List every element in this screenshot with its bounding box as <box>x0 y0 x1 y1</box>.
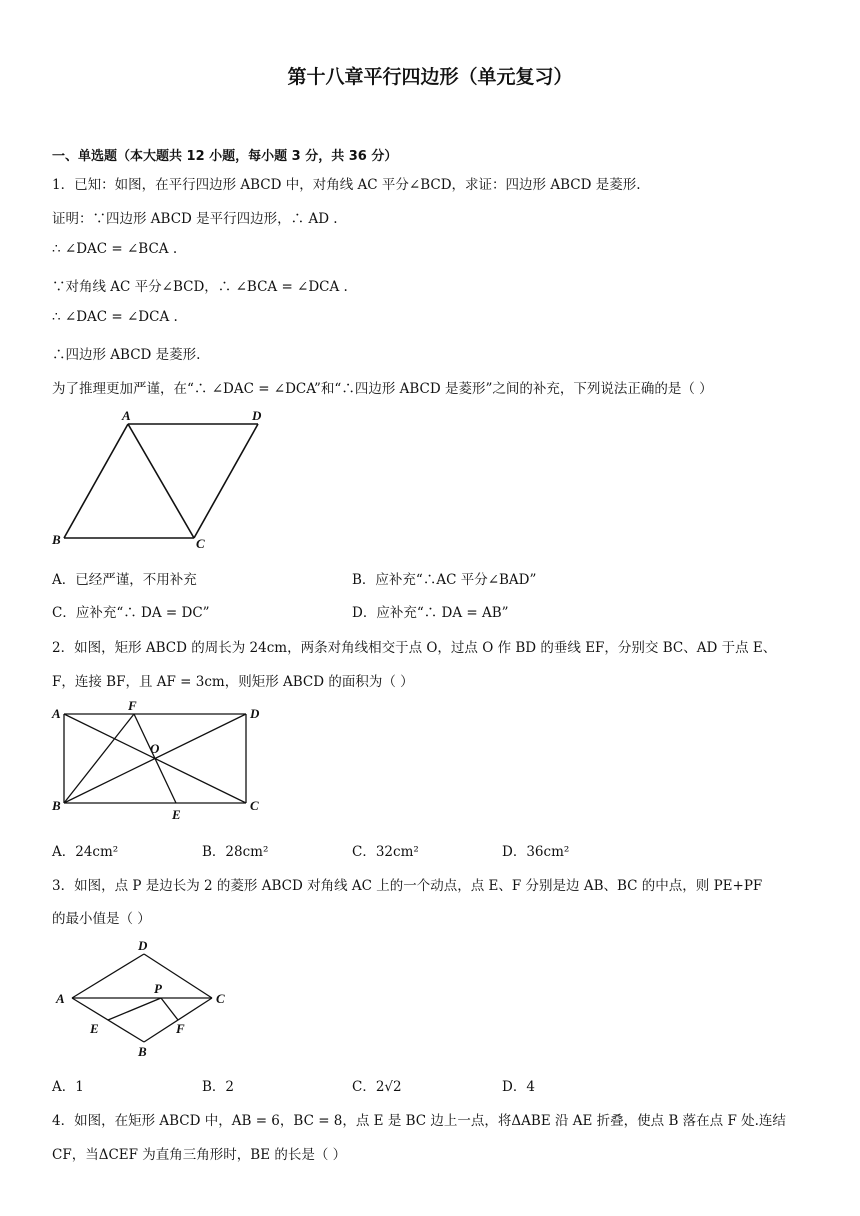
q1-option-d: D．应补充“∴ DA = AB” <box>352 605 509 621</box>
q1-proof-line-2: ∴ ∠DAC = ∠BCA . <box>52 241 178 257</box>
q1-label-a: A <box>122 408 131 423</box>
q3-option-a: A．1 <box>52 1079 84 1095</box>
q1-label-d: D <box>252 408 262 423</box>
q3-option-c: C．2√2 <box>352 1079 402 1095</box>
q3-label-f: F <box>176 1021 185 1036</box>
q3-stem-line-2: 的最小值是（ ） <box>52 911 151 927</box>
q1-proof-line-3: ∵对角线 AC 平分∠BCD，∴ ∠BCA = ∠DCA . <box>52 279 348 295</box>
q1-proof-line-4: ∴ ∠DAC = ∠DCA . <box>52 309 178 325</box>
q1-proof-line-5: ∴四边形 ABCD 是菱形. <box>52 347 201 363</box>
q1-option-c: C．应补充“∴ DA = DC” <box>52 605 210 621</box>
q4-stem-line-2: CF，当ΔCEF 为直角三角形时，BE 的长是（ ） <box>52 1147 347 1163</box>
q3-option-b: B．2 <box>202 1079 235 1095</box>
q2-stem-line-1: 2．如图，矩形 ABCD 的周长为 24cm，两条对角线相交于点 O，过点 O 作 BD 的垂线 EF，分别交 BC、AD 于点 E、 <box>52 640 777 656</box>
q3-option-d: D．4 <box>502 1079 535 1095</box>
q3-label-d: D <box>138 938 148 953</box>
q2-label-o: O <box>150 741 160 756</box>
q2-label-a: A <box>52 706 61 721</box>
q2-option-c: C．32cm² <box>352 844 419 860</box>
q1-proof-line-1: 证明：∵四边形 ABCD 是平行四边形，∴ AD . <box>52 211 338 227</box>
q1-stem: 1．已知：如图，在平行四边形 ABCD 中，对角线 AC 平分∠BCD，求证：四边形 ABCD 是菱形. <box>52 177 641 193</box>
section-heading: 一、单选题（本大题共 12 小题，每小题 3 分，共 36 分） <box>52 149 398 164</box>
q1-label-b: B <box>52 532 61 547</box>
q2-label-d: D <box>250 706 260 721</box>
page-title: 第十八章平行四边形（单元复习） <box>287 66 573 88</box>
q4-stem-line-1: 4．如图，在矩形 ABCD 中，AB = 6，BC = 8，点 E 是 BC 边上一点，将ΔABE 沿 AE 折叠，使点 B 落在点 F 处.连结 <box>52 1113 786 1129</box>
q1-rhombus-figure <box>40 400 280 560</box>
q1-option-a: A．已经严谨，不用补充 <box>52 572 197 588</box>
q1-option-b: B．应补充“∴AC 平分∠BAD” <box>352 572 537 588</box>
q2-option-a: A．24cm² <box>52 844 119 860</box>
q3-label-a: A <box>56 991 65 1006</box>
q2-rectangle-figure <box>40 696 280 826</box>
q2-label-b: B <box>52 798 61 813</box>
q3-label-e: E <box>90 1021 99 1036</box>
q2-label-f: F <box>128 698 137 713</box>
q1-label-c: C <box>196 536 205 551</box>
q1-question: 为了推理更加严谨，在“∴ ∠DAC = ∠DCA”和“∴四边形 ABCD 是菱形”之间的补充，下列说法正确的是（ ） <box>52 381 713 397</box>
q2-option-d: D．36cm² <box>502 844 570 860</box>
q3-label-c: C <box>216 991 225 1006</box>
q2-stem-line-2: F，连接 BF，且 AF = 3cm，则矩形 ABCD 的面积为（ ） <box>52 674 414 690</box>
q2-option-b: B．28cm² <box>202 844 269 860</box>
q3-label-p: P <box>154 981 162 996</box>
q3-rhombus-figure <box>40 932 250 1062</box>
q2-label-c: C <box>250 798 259 813</box>
q2-label-e: E <box>172 807 181 822</box>
q3-label-b: B <box>138 1044 147 1059</box>
q3-stem-line-1: 3．如图，点 P 是边长为 2 的菱形 ABCD 对角线 AC 上的一个动点，点 E、F 分别是边 AB、BC 的中点，则 PE+PF <box>52 878 763 894</box>
